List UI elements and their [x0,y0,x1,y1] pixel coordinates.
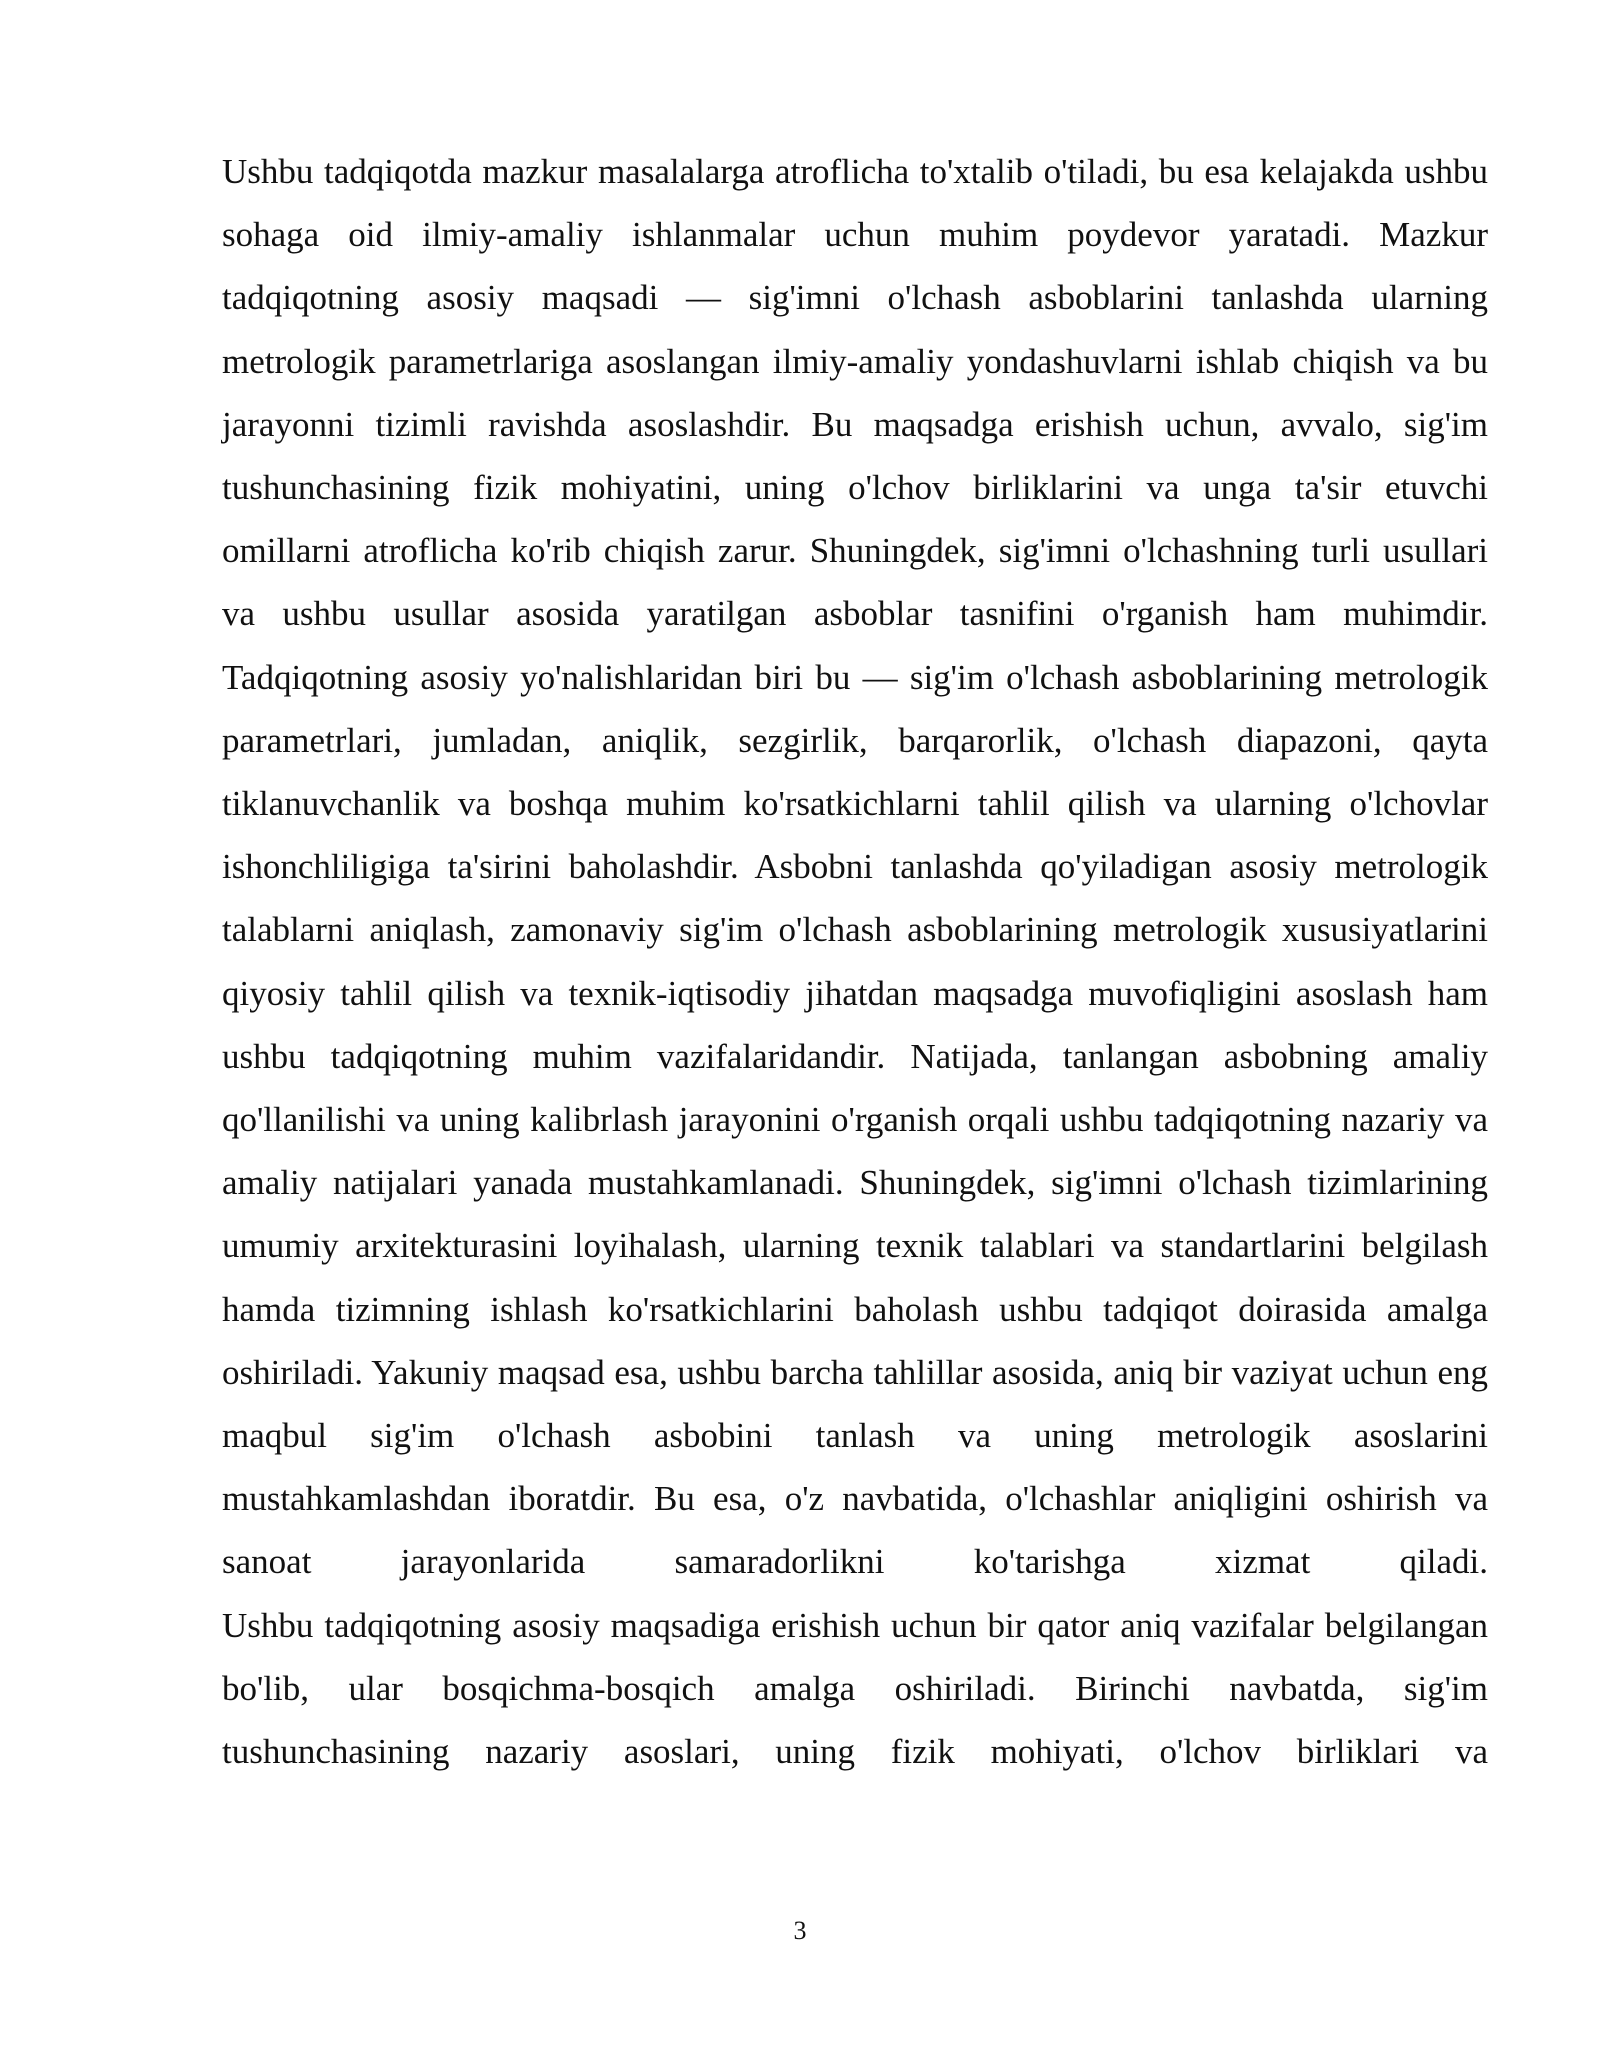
paragraph-2: Ushbu tadqiqotning asosiy maqsadiga erishish uchun bir qator aniq vazifalar belgilangan bo'lib, ular bosqichma-bosqich amalga oshiriladi. Birinchi navbatda, sig'im tushunchasining nazariy asoslari, uning fizik mohiyati, o'lchov birliklari va [222,1605,1488,1772]
body-text [222,140,1488,1783]
page-number: 3 [793,1916,807,1945]
paragraph-1: Ushbu tadqiqotda mazkur masalalarga atroflicha to'xtalib o'tiladi, bu esa kelajakda ushbu sohaga oid ilmiy-amaliy ishlanmalar uchun muhim poydevor yaratadi. Mazkur tadqiqotning asosiy maqsadi — sig'imni o'lchash asboblarini tanlashda ularning metrologik parametrlariga asoslangan ilmiy-amaliy yondashuvlarni ishlab chiqish va bu jarayonni tizimli ravishda asoslashdir. Bu maqsadga erishish uchun, avvalo, sig'im tushunchasining fizik mohiyatini, uning o'lchov birliklarini va unga ta'sir etuvchi omillarni atroflicha ko'rib chiqish zarur. Shuningdek, sig'imni o'lchashning turli usullari va ushbu usullar asosida yaratilgan asboblar tasnifini o'rganish ham muhimdir. Tadqiqotning asosiy yo'nalishlaridan biri bu — sig'im o'lchash asboblarining metrologik parametrlari, jumladan, aniqlik, sezgirlik, barqarorlik, o'lchash diapazoni, qayta tiklanuvchanlik va boshqa muhim ko'rsatkichlarni tahlil qilish va ularning o'lchovlar ishonchliligiga ta'sirini baholashdir. Asbobni tanlashda qo'yiladigan asosiy metrologik talablarni aniqlash, zamonaviy sig'im o'lchash asboblarining metrologik xususiyatlarini qiyosiy tahlil qilish va texnik-iqtisodiy jihatdan maqsadga muvofiqligini asoslash ham ushbu tadqiqotning muhim vazifalaridandir. Natijada, tanlangan asbobning amaliy qo'llanilishi va uning kalibrlash jarayonini o'rganish orqali ushbu tadqiqotning nazariy va amaliy natijalari yanada mustahkamlanadi. Shuningdek, sig'imni o'lchash tizimlarining umumiy arxitekturasini loyihalash, ularning texnik talablari va standartlarini belgilash hamda tizimning ishlash ko'rsatkichlarini baholash ushbu tadqiqot doirasida amalga oshiriladi. Yakuniy maqsad esa, ushbu barcha tahlillar asosida, aniq bir vaziyat uchun eng maqbul sig'im o'lchash asbobini tanlash va uning metrologik asoslarini mustahkamlashdan iboratdir. Bu esa, o'z navbatida, o'lchashlar aniqligini oshirish va sanoat jarayonlarida samaradorlikni ko'tarishga xizmat qiladi. [222,152,1488,1582]
